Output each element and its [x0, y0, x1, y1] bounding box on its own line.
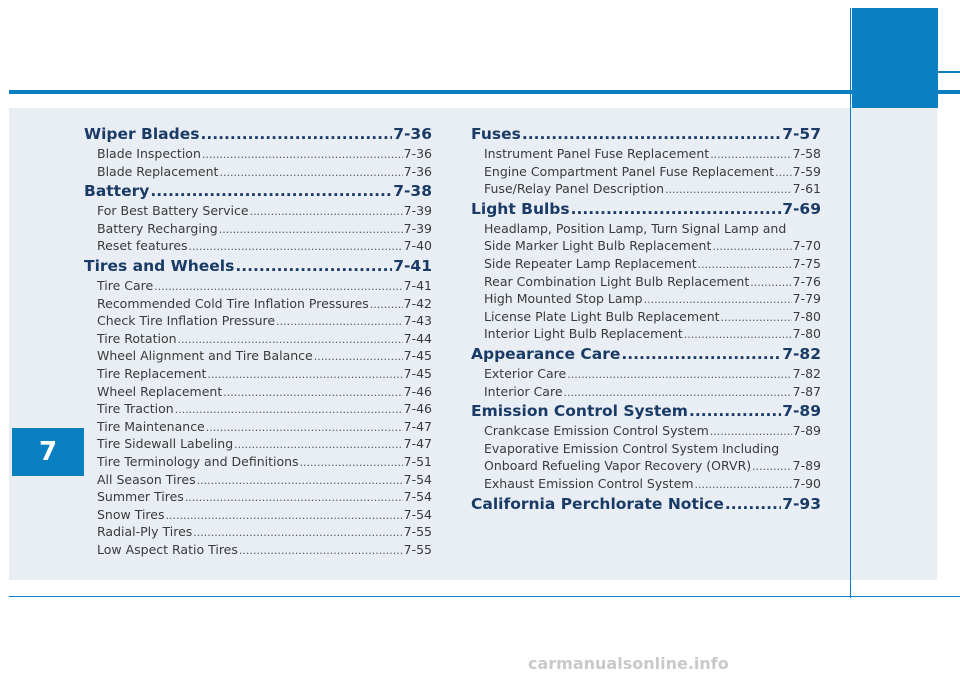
toc-leader-dots	[564, 386, 792, 399]
toc-entry-title: Tire Care	[97, 277, 154, 293]
toc-leader-dots	[522, 125, 781, 143]
toc-entry-title: California Perchlorate Notice	[471, 494, 724, 513]
toc-left-column	[84, 124, 432, 559]
footer-rule	[9, 596, 960, 597]
toc-leader-dots	[698, 258, 792, 271]
toc-leader-dots	[154, 280, 402, 293]
toc-entry-title: Interior Care	[484, 383, 563, 399]
toc-subsection-entry[interactable]	[84, 278, 432, 296]
toc-entry-title: Wheel Replacement	[97, 383, 223, 399]
toc-entry-title: Blade Inspection	[97, 146, 201, 161]
toc-leader-dots	[219, 223, 403, 236]
toc-entry-title: Wiper Blades	[84, 125, 200, 143]
toc-entry-title: Check Tire Inflation Pressure	[97, 313, 276, 329]
toc-subsection-entry[interactable]	[471, 274, 821, 292]
toc-entry-title: Side Repeater Lamp Replacement	[484, 255, 697, 271]
toc-entry-page: 7-93	[782, 494, 821, 513]
toc-entry-page: 7-39	[403, 220, 432, 236]
toc-leader-dots	[750, 276, 791, 289]
toc-entry-page: 7-46	[403, 383, 432, 399]
toc-subsection-entry[interactable]	[84, 221, 432, 239]
chapter-tab-block	[852, 8, 938, 108]
toc-leader-dots	[219, 166, 402, 179]
toc-subsection-entry[interactable]	[84, 419, 432, 437]
toc-entry-title: Low Aspect Ratio Tires	[97, 541, 238, 557]
toc-entry-page: 7-41	[393, 256, 432, 275]
chapter-tab-line	[850, 8, 851, 598]
toc-subsection-entry[interactable]	[84, 489, 432, 507]
toc-entry-title: Onboard Refueling Vapor Recovery (ORVR)	[484, 458, 752, 474]
toc-leader-dots	[178, 333, 403, 346]
toc-entry-title: Blade Replacement	[97, 163, 219, 179]
toc-subsection-entry[interactable]	[84, 524, 432, 542]
toc-entry-title: Headlamp, Position Lamp, Turn Signal Lamp and	[484, 220, 787, 236]
toc-subsection-entry[interactable]	[84, 472, 432, 490]
toc-subsection-entry[interactable]	[471, 366, 821, 384]
toc-leader-dots	[207, 368, 402, 381]
toc-entry-title: Exterior Care	[484, 365, 567, 381]
toc-entry-page: 7-58	[792, 146, 821, 161]
toc-subsection-entry[interactable]	[471, 441, 821, 459]
toc-leader-dots	[725, 495, 781, 513]
toc-entry-title: Tire Traction	[97, 401, 174, 417]
toc-subsection-entry[interactable]	[84, 331, 432, 349]
toc-subsection-entry[interactable]	[471, 309, 821, 327]
toc-entry-page: 7-57	[782, 125, 821, 143]
toc-leader-dots	[752, 460, 791, 473]
toc-subsection-entry[interactable]	[84, 238, 432, 256]
toc-entry-page: 7-36	[393, 125, 432, 143]
toc-entry-page: 7-79	[792, 291, 821, 307]
toc-subsection-entry[interactable]	[84, 366, 432, 384]
toc-entry-title: Side Marker Light Bulb Replacement	[484, 238, 712, 254]
toc-entry-title: Radial-Ply Tires	[97, 524, 193, 540]
toc-section-entry[interactable]	[471, 345, 821, 366]
toc-entry-page: 7-47	[403, 418, 432, 434]
toc-entry-page: 7-69	[782, 199, 821, 218]
toc-entry-page: 7-70	[792, 238, 821, 254]
toc-entry-title: Tire Sidewall Labeling	[97, 436, 234, 452]
toc-leader-dots	[300, 456, 403, 469]
toc-section-entry[interactable]	[84, 125, 432, 146]
toc-entry-title: Rear Combination Light Bulb Replacement	[484, 273, 750, 289]
toc-leader-dots	[193, 526, 402, 539]
toc-leader-dots	[202, 148, 403, 161]
toc-entry-page: 7-38	[393, 182, 432, 201]
toc-entry-title: Tire Maintenance	[97, 418, 205, 434]
toc-entry-page: 7-42	[403, 295, 432, 311]
toc-subsection-entry[interactable]	[84, 348, 432, 366]
toc-entry-page: 7-54	[403, 489, 432, 505]
toc-subsection-entry[interactable]	[471, 476, 821, 494]
toc-subsection-entry[interactable]	[471, 326, 821, 344]
header-rule	[9, 90, 960, 94]
toc-subsection-entry[interactable]	[84, 384, 432, 402]
toc-entry-page: 7-39	[403, 203, 432, 219]
toc-entry-page: 7-54	[403, 471, 432, 487]
toc-leader-dots	[571, 200, 782, 218]
toc-entry-page: 7-43	[403, 313, 432, 329]
toc-entry-page: 7-36	[403, 163, 432, 179]
toc-entry-title: Interior Light Bulb Replacement	[484, 326, 683, 342]
toc-subsection-entry[interactable]	[84, 146, 432, 164]
toc-leader-dots	[239, 544, 403, 557]
toc-entry-title: All Season Tires	[97, 471, 196, 487]
toc-entry-page: 7-55	[403, 541, 432, 557]
toc-entry-page: 7-59	[792, 163, 821, 179]
toc-subsection-entry[interactable]	[84, 164, 432, 182]
toc-section-entry[interactable]	[84, 257, 432, 278]
toc-subsection-entry[interactable]	[471, 458, 821, 476]
toc-entry-title: Wheel Alignment and Tire Balance	[97, 348, 313, 364]
toc-subsection-entry[interactable]	[84, 507, 432, 525]
toc-entry-page: 7-61	[792, 181, 821, 197]
toc-subsection-entry[interactable]	[84, 542, 432, 560]
toc-leader-dots	[567, 368, 791, 381]
toc-entry-page: 7-54	[403, 506, 432, 522]
toc-entry-page: 7-40	[403, 238, 432, 254]
toc-subsection-entry[interactable]	[471, 238, 821, 256]
watermark-text: carmanualsonline.info	[528, 654, 729, 673]
toc-leader-dots	[665, 183, 792, 196]
toc-entry-page: 7-45	[403, 348, 432, 364]
toc-entry-title: Tire Terminology and Definitions	[97, 453, 299, 469]
toc-entry-title: Crankcase Emission Control System	[484, 423, 709, 439]
toc-subsection-entry[interactable]	[471, 291, 821, 309]
toc-entry-page: 7-45	[403, 365, 432, 381]
toc-subsection-entry[interactable]	[471, 146, 821, 164]
toc-leader-dots	[150, 182, 392, 200]
toc-entry-page: 7-82	[782, 344, 821, 363]
toc-section-entry[interactable]	[471, 125, 821, 146]
toc-leader-dots	[200, 125, 392, 143]
toc-leader-dots	[621, 345, 781, 363]
toc-leader-dots	[206, 421, 403, 434]
toc-leader-dots	[166, 509, 403, 522]
toc-leader-dots	[689, 402, 781, 420]
toc-subsection-entry[interactable]	[471, 384, 821, 402]
toc-entry-page: 7-89	[782, 402, 821, 421]
toc-entry-page: 7-90	[792, 475, 821, 491]
toc-entry-page: 7-55	[403, 524, 432, 540]
toc-entry-title: High Mounted Stop Lamp	[484, 291, 643, 307]
toc-leader-dots	[197, 474, 403, 487]
toc-entry-title: Instrument Panel Fuse Replacement	[484, 146, 710, 161]
toc-leader-dots	[712, 240, 791, 253]
toc-leader-dots	[644, 293, 792, 306]
toc-entry-page: 7-36	[403, 146, 432, 161]
toc-entry-title: Snow Tires	[97, 506, 165, 522]
toc-section-entry[interactable]	[471, 200, 821, 221]
toc-leader-dots	[710, 148, 791, 161]
toc-leader-dots	[234, 438, 402, 451]
toc-leader-dots	[775, 166, 792, 179]
toc-entry-title: Tires and Wheels	[84, 256, 235, 275]
chapter-tab-stub	[938, 71, 960, 73]
toc-entry-page: 7-41	[403, 277, 432, 293]
toc-entry-page: 7-51	[403, 453, 432, 469]
chapter-number-badge: 7	[12, 428, 84, 476]
toc-entry-page: 7-47	[403, 436, 432, 452]
toc-leader-dots	[710, 425, 792, 438]
toc-entry-title: Reset features	[97, 238, 188, 254]
toc-section-entry[interactable]	[471, 402, 821, 423]
toc-entry-title: Recommended Cold Tire Inflation Pressures	[97, 295, 369, 311]
toc-subsection-entry[interactable]	[84, 401, 432, 419]
toc-entry-title: Evaporative Emission Control System Including	[484, 440, 780, 456]
toc-entry-title: Exhaust Emission Control System	[484, 475, 694, 491]
toc-entry-title: Battery Recharging	[97, 220, 218, 236]
toc-entry-title: License Plate Light Bulb Replacement	[484, 308, 720, 324]
toc-subsection-entry[interactable]	[84, 203, 432, 221]
toc-subsection-entry[interactable]	[471, 256, 821, 274]
toc-entry-title: Fuse/Relay Panel Description	[484, 181, 665, 197]
toc-entry-title: Tire Rotation	[97, 330, 177, 346]
toc-section-entry[interactable]	[471, 495, 821, 516]
toc-leader-dots	[370, 298, 403, 311]
toc-entry-title: For Best Battery Service	[97, 203, 249, 219]
toc-entry-page: 7-80	[792, 308, 821, 324]
toc-subsection-entry[interactable]	[84, 313, 432, 331]
toc-entry-title: Appearance Care	[471, 344, 621, 363]
toc-entry-page: 7-89	[792, 423, 821, 439]
toc-leader-dots	[276, 315, 403, 328]
toc-entry-title: Light Bulbs	[471, 199, 570, 218]
toc-entry-page: 7-80	[792, 326, 821, 342]
toc-subsection-entry[interactable]	[471, 164, 821, 182]
toc-entry-page: 7-44	[403, 330, 432, 346]
toc-entry-page: 7-75	[792, 255, 821, 271]
toc-entry-title: Tire Replacement	[97, 365, 207, 381]
toc-entry-page: 7-82	[792, 365, 821, 381]
toc-leader-dots	[695, 478, 792, 491]
toc-subsection-entry[interactable]	[471, 423, 821, 441]
toc-leader-dots	[314, 350, 403, 363]
toc-leader-dots	[185, 491, 403, 504]
toc-right-column	[471, 124, 821, 516]
toc-leader-dots	[684, 328, 792, 341]
toc-leader-dots	[250, 205, 403, 218]
toc-entry-title: Emission Control System	[471, 402, 688, 421]
toc-leader-dots	[235, 257, 392, 275]
toc-section-entry[interactable]	[84, 182, 432, 203]
toc-entry-page: 7-76	[792, 273, 821, 289]
toc-subsection-entry[interactable]	[84, 454, 432, 472]
toc-leader-dots	[223, 386, 402, 399]
toc-entry-title: Battery	[84, 182, 150, 201]
toc-entry-page: 7-89	[792, 458, 821, 474]
toc-entry-title: Fuses	[471, 125, 521, 143]
toc-leader-dots	[721, 311, 792, 324]
toc-leader-dots	[175, 403, 403, 416]
toc-subsection-entry[interactable]	[471, 181, 821, 199]
toc-subsection-entry[interactable]	[84, 436, 432, 454]
toc-entry-title: Engine Compartment Panel Fuse Replacement	[484, 163, 775, 179]
toc-subsection-entry[interactable]	[471, 221, 821, 239]
toc-entry-page: 7-87	[792, 383, 821, 399]
toc-entry-page: 7-46	[403, 401, 432, 417]
toc-entry-title: Summer Tires	[97, 489, 184, 505]
toc-leader-dots	[189, 240, 403, 253]
toc-subsection-entry[interactable]	[84, 296, 432, 314]
